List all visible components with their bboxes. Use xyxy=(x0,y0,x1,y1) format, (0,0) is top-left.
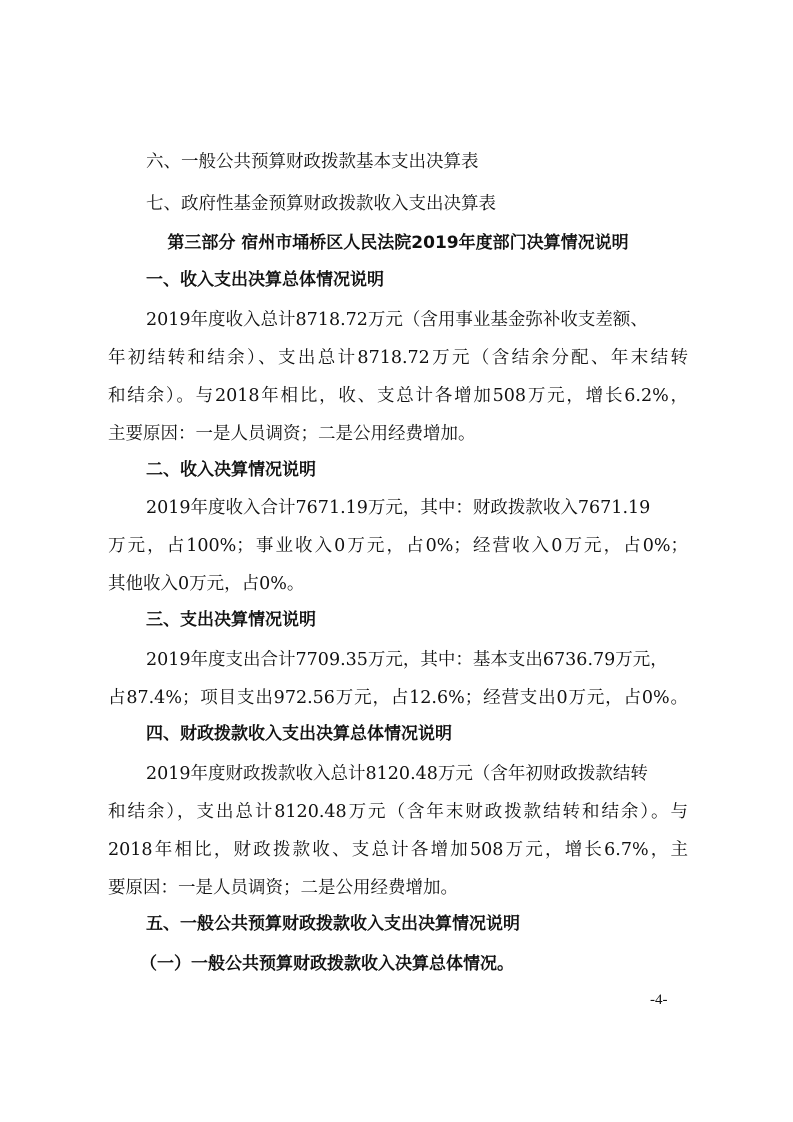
page-number: -4- xyxy=(650,992,668,1008)
section-heading-3: 三、支出决算情况说明 xyxy=(146,610,316,630)
paragraph-line: 要原因：一是人员调资；二是公用经费增加。 xyxy=(108,878,458,898)
paragraph-line: 年初结转和结余）、支出总计8718.72万元（含结余分配、年末结转 xyxy=(108,348,688,368)
paragraph-line: 其他收入0万元，占0%。 xyxy=(108,574,305,594)
list-item-7: 七、政府性基金预算财政拨款收入支出决算表 xyxy=(146,194,496,214)
paragraph-line: 和结余）。与2018年相比，收、支总计各增加508万元，增长6.2%， xyxy=(108,386,688,406)
section-heading-2: 二、收入决算情况说明 xyxy=(146,460,316,480)
paragraph-line: 2019年度财政拨款收入总计8120.48万元（含年初财政拨款结转 xyxy=(146,764,648,784)
paragraph-line: 和结余），支出总计8120.48万元（含年末财政拨款结转和结余）。与 xyxy=(108,802,688,822)
paragraph-line: 主要原因：一是人员调资；二是公用经费增加。 xyxy=(108,424,476,444)
paragraph-line: 占87.4%；项目支出972.56万元，占12.6%；经营支出0万元，占0%。 xyxy=(108,688,688,708)
paragraph-line: 2019年度收入总计8718.72万元（含用事业基金弥补收支差额、 xyxy=(146,310,648,330)
list-item-6: 六、一般公共预算财政拨款基本支出决算表 xyxy=(146,152,479,172)
section-heading-5: 五、一般公共预算财政拨款收入支出决算情况说明 xyxy=(146,914,520,934)
paragraph-line: 万元，占100%；事业收入0万元，占0%；经营收入0万元，占0%； xyxy=(108,536,688,556)
section-heading-4: 四、财政拨款收入支出决算总体情况说明 xyxy=(146,724,452,744)
paragraph-line: 2018年相比，财政拨款收、支总计各增加508万元，增长6.7%，主 xyxy=(108,840,688,860)
paragraph-line: 2019年度收入合计7671.19万元，其中：财政拨款收入7671.19 xyxy=(146,498,651,518)
part-title: 第三部分 宿州市埇桥区人民法院2019年度部门决算情况说明 xyxy=(167,233,629,253)
section-heading-1: 一、收入支出决算总体情况说明 xyxy=(146,270,384,290)
paragraph-line: 2019年度支出合计7709.35万元，其中：基本支出6736.79万元， xyxy=(146,650,668,670)
subheading: （一）一般公共预算财政拨款收入决算总体情况。 xyxy=(140,954,514,974)
